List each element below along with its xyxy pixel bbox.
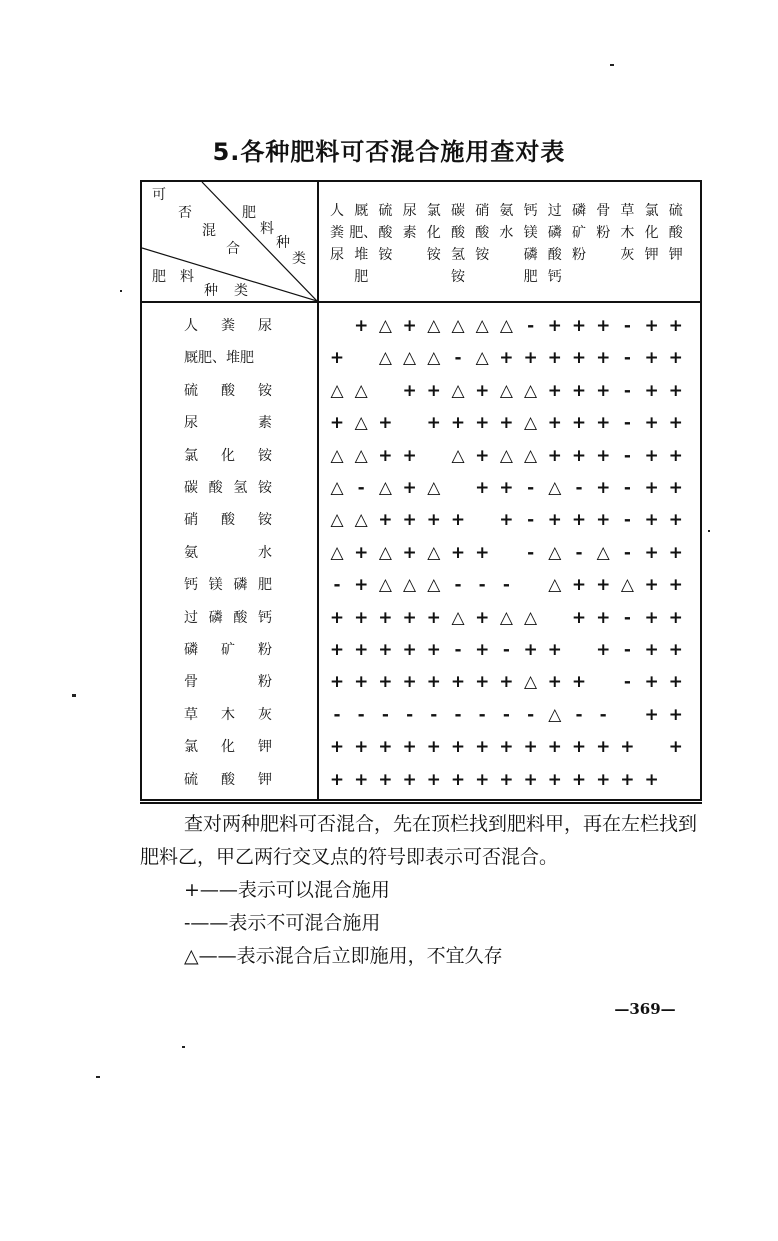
column-header: 氯化铵 <box>426 203 441 263</box>
table-cell: △ <box>427 348 441 369</box>
table-cell: + <box>668 737 683 758</box>
table-cell: + <box>499 510 514 531</box>
table-cell: + <box>644 769 659 790</box>
table-cell: + <box>523 348 538 369</box>
table-cell: - <box>357 478 365 498</box>
table-cell: - <box>623 607 631 628</box>
corner-cross-label-char: 合 <box>226 241 240 257</box>
table-cell: - <box>478 575 486 596</box>
table-cell: + <box>354 769 369 790</box>
table-cell: - <box>623 348 631 369</box>
table-cell: + <box>402 769 417 790</box>
table-corner-header <box>142 182 317 301</box>
table-cell: + <box>402 316 417 336</box>
table-cell: △ <box>620 575 634 596</box>
table-cell: - <box>333 704 341 725</box>
table-cell: △ <box>451 316 465 336</box>
row-label: 碳 酸 氢 铵 <box>184 480 272 496</box>
table-cell: - <box>502 575 510 596</box>
table-cell: + <box>475 542 490 563</box>
table-cell: + <box>378 445 393 466</box>
table-cell: - <box>623 445 631 466</box>
table-cell: - <box>502 640 510 660</box>
table-cell: + <box>426 510 441 531</box>
table-cell: + <box>450 542 466 563</box>
table-cell: + <box>596 348 611 369</box>
table-cell: + <box>571 672 587 693</box>
corner-column-axis-char: 料 <box>260 221 274 237</box>
table-cell: + <box>668 380 683 401</box>
legend-plus: +——表示可以混合施用 <box>184 879 390 901</box>
table-cell: + <box>644 316 659 336</box>
table-cell: + <box>668 575 683 596</box>
table-cell: + <box>596 478 611 498</box>
table-cell: + <box>547 380 562 401</box>
corner-column-axis-char: 肥 <box>242 205 256 221</box>
page-number: —369— <box>614 1000 676 1018</box>
table-cell: - <box>599 704 607 725</box>
table-cell: - <box>623 510 631 531</box>
table-cell: + <box>499 478 514 498</box>
table-cell: + <box>378 737 393 758</box>
table-cell: + <box>450 672 466 693</box>
table-cell: △ <box>427 478 441 498</box>
column-header: 磷矿粉 <box>572 203 586 263</box>
table-cell: + <box>354 737 369 758</box>
table-cell: △ <box>524 445 538 466</box>
table-cell: + <box>668 316 683 336</box>
table-cell: △ <box>499 380 513 401</box>
row-label: 尿 素 <box>184 415 272 432</box>
column-header: 骨粉 <box>596 203 611 241</box>
scan-speck <box>72 694 76 697</box>
notes-intro: 查对两种肥料可否混合，先在顶栏找到肥料甲，再在左栏找到肥料乙，甲乙两行交叉点的符号即表示可否混合。 <box>140 813 698 868</box>
row-label: 过 磷 酸 钙 <box>184 609 272 626</box>
scan-speck <box>708 530 710 532</box>
column-header-divider <box>142 301 700 303</box>
table-cell: + <box>596 640 611 660</box>
table-cell: △ <box>403 348 417 369</box>
table-cell: + <box>644 640 659 660</box>
table-cell: - <box>527 510 535 531</box>
table-cell: + <box>354 672 369 693</box>
table-cell: + <box>571 607 587 628</box>
table-cell: △ <box>548 575 562 596</box>
table-cell: + <box>378 510 393 531</box>
table-cell: △ <box>378 478 392 498</box>
table-cell: + <box>668 413 683 434</box>
table-cell: - <box>623 380 631 401</box>
table-cell: △ <box>451 380 465 401</box>
table-cell: - <box>527 478 535 498</box>
corner-cross-label-char: 混 <box>202 223 216 239</box>
table-cell: + <box>571 510 587 531</box>
table-cell: + <box>571 575 587 596</box>
column-header: 人粪尿 <box>330 203 344 263</box>
table-cell: + <box>547 640 562 660</box>
table-cell: + <box>402 542 417 563</box>
column-header: 钙镁磷肥 <box>523 203 538 285</box>
table-cell: + <box>644 445 659 466</box>
table-cell: + <box>668 704 683 725</box>
table-cell: + <box>596 413 611 434</box>
table-cell: + <box>426 737 441 758</box>
compatibility-table <box>140 180 702 801</box>
table-cell: - <box>575 704 583 725</box>
table-cell: + <box>450 413 466 434</box>
table-cell: + <box>523 640 538 660</box>
table-cell: + <box>668 542 683 563</box>
table-cell: + <box>620 737 635 758</box>
table-cell: △ <box>548 478 562 498</box>
table-cell: △ <box>524 672 538 693</box>
table-cell: △ <box>524 380 538 401</box>
table-cell: + <box>644 607 659 628</box>
scan-speck <box>610 64 614 66</box>
table-cell: + <box>523 769 538 790</box>
table-cell: + <box>644 704 659 725</box>
table-cell: + <box>402 380 417 401</box>
table-cell: - <box>623 542 631 563</box>
table-cell: - <box>623 640 631 660</box>
table-cell: - <box>502 704 510 725</box>
table-cell: + <box>329 672 345 693</box>
table-cell: + <box>402 672 417 693</box>
corner-cross-label-char: 否 <box>178 205 192 221</box>
table-cell: △ <box>499 607 513 628</box>
corner-row-axis-char: 类 <box>234 283 248 299</box>
table-cell: + <box>475 607 490 628</box>
table-bottom-rule <box>140 802 702 804</box>
table-cell: + <box>378 607 393 628</box>
table-cell: + <box>644 413 659 434</box>
table-cell: + <box>426 769 441 790</box>
table-cell: △ <box>354 413 368 434</box>
table-cell: + <box>475 478 490 498</box>
table-cell: + <box>523 737 538 758</box>
table-cell: + <box>499 737 514 758</box>
column-header: 碳酸氢铵 <box>451 203 465 285</box>
table-cell: - <box>575 478 583 498</box>
table-cell: + <box>354 316 369 336</box>
column-header: 氨水 <box>499 203 514 241</box>
table-cell: + <box>571 316 587 336</box>
column-header: 硫酸铵 <box>378 203 393 263</box>
table-cell: △ <box>378 348 392 369</box>
table-cell: + <box>668 607 683 628</box>
table-cell: + <box>475 445 490 466</box>
table-cell: + <box>547 316 562 336</box>
table-cell: - <box>357 704 365 725</box>
table-cell: + <box>329 607 345 628</box>
table-cell: + <box>571 769 587 790</box>
table-cell: + <box>402 607 417 628</box>
table-cell: - <box>430 704 438 725</box>
corner-row-axis-char: 料 <box>180 269 194 285</box>
table-cell: + <box>378 413 393 434</box>
table-cell: + <box>329 413 345 434</box>
column-header: 氯化钾 <box>644 203 659 263</box>
legend-minus: -——表示不可混合施用 <box>184 912 381 934</box>
table-cell: △ <box>330 445 344 466</box>
table-cell: △ <box>330 380 344 401</box>
table-cell: + <box>426 413 441 434</box>
corner-row-axis-char: 种 <box>204 283 218 299</box>
table-cell: - <box>454 640 462 660</box>
table-cell: + <box>547 510 562 531</box>
page-title: 5.各种肥料可否混合施用查对表 <box>212 138 566 166</box>
table-cell: + <box>644 510 659 531</box>
table-cell: + <box>354 640 369 660</box>
table-cell: + <box>475 640 490 660</box>
table-cell: + <box>426 380 441 401</box>
table-cell: △ <box>475 316 489 336</box>
table-cell: + <box>499 348 514 369</box>
table-cell: - <box>527 542 535 563</box>
table-cell: + <box>668 510 683 531</box>
table-cell: △ <box>451 607 465 628</box>
table-cell: + <box>499 413 514 434</box>
corner-cross-label-char: 可 <box>152 187 166 203</box>
row-label: 人 粪 尿 <box>184 318 272 334</box>
table-cell: + <box>668 478 683 498</box>
table-cell: - <box>333 575 341 596</box>
table-cell: + <box>596 737 611 758</box>
table-cell: + <box>644 672 659 693</box>
table-cell: + <box>426 640 441 660</box>
table-cell: - <box>575 542 583 563</box>
table-cell: + <box>547 769 562 790</box>
row-label: 氯 化 钾 <box>184 739 272 756</box>
table-cell: + <box>329 348 345 369</box>
row-label: 骨 粉 <box>184 674 272 691</box>
table-cell: + <box>547 672 562 693</box>
table-cell: + <box>596 510 611 531</box>
row-label: 厩肥、堆肥 <box>184 350 254 367</box>
table-cell: + <box>378 769 393 790</box>
table-cell: + <box>596 769 611 790</box>
table-cell: △ <box>524 413 538 434</box>
corner-row-axis-char: 肥 <box>152 269 166 285</box>
column-header: 草木灰 <box>620 203 635 263</box>
table-cell: + <box>475 672 490 693</box>
table-cell: △ <box>378 316 392 336</box>
table-cell: + <box>596 607 611 628</box>
table-cell: + <box>450 769 466 790</box>
row-label: 钙 镁 磷 肥 <box>184 577 272 594</box>
table-cell: - <box>527 704 535 725</box>
table-cell: + <box>402 445 417 466</box>
table-cell: + <box>668 445 683 466</box>
table-cell: △ <box>354 445 368 466</box>
row-header-divider <box>317 182 319 799</box>
table-cell: + <box>547 413 562 434</box>
table-cell: - <box>527 316 535 336</box>
table-cell: + <box>402 478 417 498</box>
table-cell: + <box>426 672 441 693</box>
table-cell: + <box>668 640 683 660</box>
table-cell: △ <box>427 542 441 563</box>
table-cell: △ <box>403 575 417 596</box>
table-cell: + <box>547 445 562 466</box>
legend-triangle: △——表示混合后立即施用，不宜久存 <box>184 945 503 967</box>
table-cell: △ <box>475 348 489 369</box>
table-cell: △ <box>548 542 562 563</box>
table-cell: + <box>354 607 369 628</box>
table-cell: + <box>571 380 587 401</box>
table-cell: - <box>454 575 462 596</box>
table-cell: + <box>354 575 369 596</box>
table-cell: - <box>623 413 631 434</box>
table-cell: △ <box>524 607 538 628</box>
table-cell: + <box>475 737 490 758</box>
table-cell: △ <box>499 445 513 466</box>
table-cell: + <box>596 316 611 336</box>
table-cell: - <box>623 478 631 498</box>
table-cell: + <box>571 413 587 434</box>
table-cell: + <box>620 769 635 790</box>
table-cell: - <box>478 704 486 725</box>
table-cell: + <box>450 737 466 758</box>
row-label: 氯 化 铵 <box>184 447 272 464</box>
scan-speck <box>96 1076 100 1078</box>
table-cell: △ <box>378 542 392 563</box>
table-cell: △ <box>354 380 368 401</box>
table-cell: + <box>329 769 345 790</box>
table-cell: + <box>499 769 514 790</box>
column-header: 硫酸钾 <box>668 203 683 263</box>
scan-speck <box>120 290 122 292</box>
table-cell: + <box>329 640 345 660</box>
table-cell: △ <box>427 575 441 596</box>
table-cell: + <box>644 542 659 563</box>
corner-column-axis-char: 类 <box>292 251 306 267</box>
column-header: 过磷酸钙 <box>547 203 562 285</box>
table-cell: △ <box>548 704 562 725</box>
table-cell: + <box>402 737 417 758</box>
table-cell: △ <box>330 478 344 498</box>
table-cell: + <box>475 769 490 790</box>
table-cell: + <box>644 478 659 498</box>
row-label: 磷 矿 粉 <box>184 642 272 658</box>
table-cell: + <box>644 380 659 401</box>
row-label: 氨 水 <box>184 544 272 561</box>
row-label: 硝 酸 铵 <box>184 512 272 529</box>
table-cell: + <box>668 348 683 369</box>
table-cell: - <box>381 704 389 725</box>
table-cell: + <box>596 575 611 596</box>
table-cell: + <box>475 413 490 434</box>
table-cell: + <box>571 737 587 758</box>
table-cell: - <box>623 672 631 693</box>
table-cell: + <box>475 380 490 401</box>
row-label: 硫 酸 钾 <box>184 771 272 788</box>
table-cell: + <box>547 737 562 758</box>
corner-column-axis-char: 种 <box>276 235 290 251</box>
table-notes <box>140 808 710 973</box>
column-header: 硝酸铵 <box>475 203 490 263</box>
table-cell: + <box>378 640 393 660</box>
table-cell: △ <box>499 316 513 336</box>
table-cell: + <box>450 510 466 531</box>
table-cell: △ <box>427 316 441 336</box>
table-cell: △ <box>451 445 465 466</box>
table-cell: △ <box>596 542 610 563</box>
table-cell: - <box>454 348 462 369</box>
table-cell: + <box>571 445 587 466</box>
table-cell: + <box>378 672 393 693</box>
table-cell: + <box>547 348 562 369</box>
table-cell: + <box>402 510 417 531</box>
table-cell: △ <box>330 510 344 531</box>
table-cell: + <box>402 640 417 660</box>
table-cell: + <box>644 575 659 596</box>
column-header: 尿素 <box>402 203 417 241</box>
column-header: 厩肥、堆肥 <box>349 203 378 285</box>
table-cell: + <box>668 672 683 693</box>
row-label: 草 木 灰 <box>184 706 272 723</box>
table-cell: + <box>644 348 659 369</box>
table-cell: - <box>623 316 631 336</box>
table-cell: + <box>596 380 611 401</box>
table-cell: - <box>406 704 414 725</box>
row-label: 硫 酸 铵 <box>184 382 272 399</box>
table-cell: + <box>329 737 345 758</box>
table-cell: - <box>454 704 462 725</box>
scan-speck <box>182 1046 185 1048</box>
table-cell: + <box>426 607 441 628</box>
table-cell: △ <box>378 575 392 596</box>
table-cell: + <box>354 542 369 563</box>
table-cell: + <box>596 445 611 466</box>
table-cell: + <box>571 348 587 369</box>
table-cell: △ <box>354 510 368 531</box>
table-cell: △ <box>330 542 344 563</box>
table-cell: + <box>499 672 514 693</box>
